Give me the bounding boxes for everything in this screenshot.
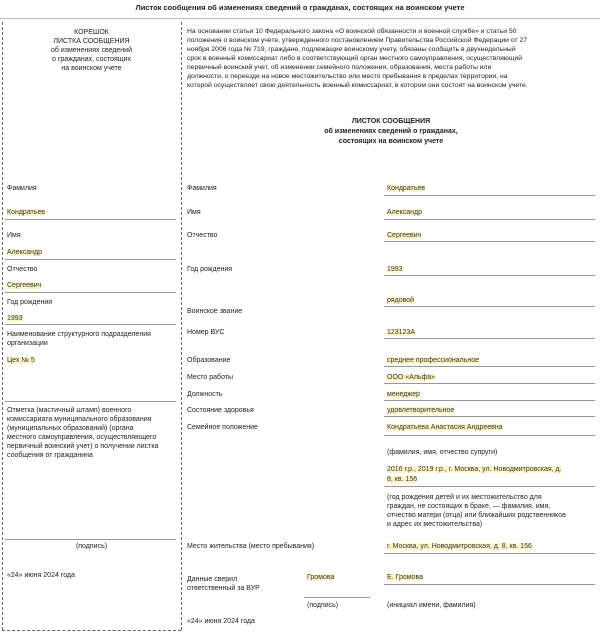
stub-mark-line-3: (муниципальных образований) (органа [7,425,134,432]
intro-line-3: ноября 2006 года № 719, граждане, подлежащие воинскому учету, обязаны сообщить в двухнедельный [187,46,516,53]
residence-value: г. Москва, ул. Новодмитровская, д. 8, кв. 156 [387,543,532,550]
education-value: среднее профессиональное [387,357,479,364]
residence-label: Место жительства (место пребывания) [187,543,315,550]
bottom-cut-line [2,630,181,631]
vus-value: 123123А [387,329,416,336]
stub-header-2: ЛИСТКА СООБЩЕНИЯ [53,38,130,45]
initials-caption: (инициал имени, фамилия) [387,602,476,609]
stub-mark-line-1: Отметка (мастичный штамп) военного [7,407,132,414]
spouse-caption: (фамилия, имя, отчество супруги) [387,449,498,456]
stub-header-5: на воинском учете [61,65,122,72]
intro-line-1: На основании статьи 10 Федерального закона «О воинской обязанности и военной службе» и статьи 50 [187,28,517,35]
stub-patronymic-value: Сергеевич [7,282,42,289]
stub-mark-line-6: сообщения от гражданина [7,452,93,459]
workplace-value: ООО «Альфа» [387,374,436,381]
stub-org-value: Цех № 5 [7,357,35,364]
stub-surname-label: Фамилия [7,185,37,192]
form-date: «24» июня 2024 года [187,618,255,625]
children-value-2: 8, кв. 156 [387,476,418,483]
education-label: Образование [187,357,231,364]
children-caption-1: (год рождения детей и их местожительство для [387,494,542,501]
signature-value: Громова [307,574,335,581]
children-caption-4: и адрес их местожительства) [387,521,483,528]
intro-line-7: которой осуществляет свою деятельность военный комиссариат, в котором они состоят на воинском учете. [187,82,528,89]
stub-header-3: об изменениях сведений [51,47,132,54]
stub-signature-caption: (подпись) [75,543,108,550]
family-label: Семейное положение [187,424,258,431]
stub-date: «24» июня 2024 года [7,572,75,579]
middle-cut-line [181,22,182,630]
signature-caption: (подпись) [307,602,339,609]
stub-mark-line-2: комиссариата муниципального образования [7,416,152,423]
vus-label: Номер ВУС [187,329,225,336]
verified-label-2: ответственный за ВУР [187,585,260,592]
form-heading-1: ЛИСТОК СООБЩЕНИЯ [351,118,431,125]
stub-birth-year-value: 1993 [7,315,23,322]
health-label: Состояние здоровья [187,407,254,414]
surname-value: Кондратьев [387,185,426,192]
stub-header-4: о гражданах, состоящих [52,56,131,63]
name-label: Имя [187,209,201,216]
patronymic-label: Отчество [187,232,218,239]
verified-label-1: Данные сверил [187,576,238,583]
patronymic-value: Сергеевич [387,232,422,239]
stub-birth-year-label: Год рождения [7,299,53,306]
initials-value: Е. Громова [387,574,423,581]
children-value-1: 2016 г.р., 2019 г.р., г. Москва, ул. Новодмитровская, д. [387,466,562,473]
stub-name-label: Имя [7,232,21,239]
stub-header-1: КОРЕШОК [74,29,109,36]
children-caption-3: отчество матери (отца) или ближайших родственников [387,512,566,519]
health-value: удовлетворительное [387,407,455,414]
intro-line-4: срок в военный комиссариат либо в соответствующий орган местного самоуправления, осуществляющий [187,55,523,62]
spouse-value: Кондратьева Анастасия Андреевна [387,424,503,431]
position-value: менеджер [387,391,420,398]
birth-year-label: Год рождения [187,266,233,273]
rank-value: рядовой [387,297,415,304]
stub-mark-line-4: местного самоуправления, осуществляющего [7,434,157,441]
rank-label: Воинское звание [187,308,243,315]
birth-year-value: 1993 [387,266,403,273]
position-label: Должность [187,391,223,398]
children-caption-2: граждан, не состоящих в браке, — фамилия, имя, [387,503,551,510]
stub-org-label-1: Наименование структурного подразделения [7,331,151,338]
stub-name-value: Александр [7,249,43,256]
top-rule [0,18,600,19]
intro-line-2: положения о воинском учете, утвержденного постановлением Правительства Российской Федерации от 27 [187,37,528,44]
form-heading-3: состоящих на воинском учете [338,138,444,145]
intro-line-5: первичный воинский учет, об изменении семейного положения, образования, места работы или [187,64,492,71]
stub-patronymic-label: Отчество [7,266,38,273]
stub-org-label-2: организации [7,340,48,347]
surname-label: Фамилия [187,185,217,192]
stub-mark-line-5: первичный воинский учет) о получении листка [7,443,159,450]
name-value: Александр [387,209,423,216]
left-cut-line [2,22,3,630]
form-heading-2: об изменениях сведений о гражданах, [324,128,458,135]
document-title: Листок сообщения об изменениях сведений о гражданах, состоящих на воинском учете [135,3,465,12]
workplace-label: Место работы [187,374,234,381]
stub-surname-value: Кондратьев [7,209,46,216]
intro-line-6: должности, о переезде на новое местожительство или место пребывания в пределах территории, на [187,73,508,80]
